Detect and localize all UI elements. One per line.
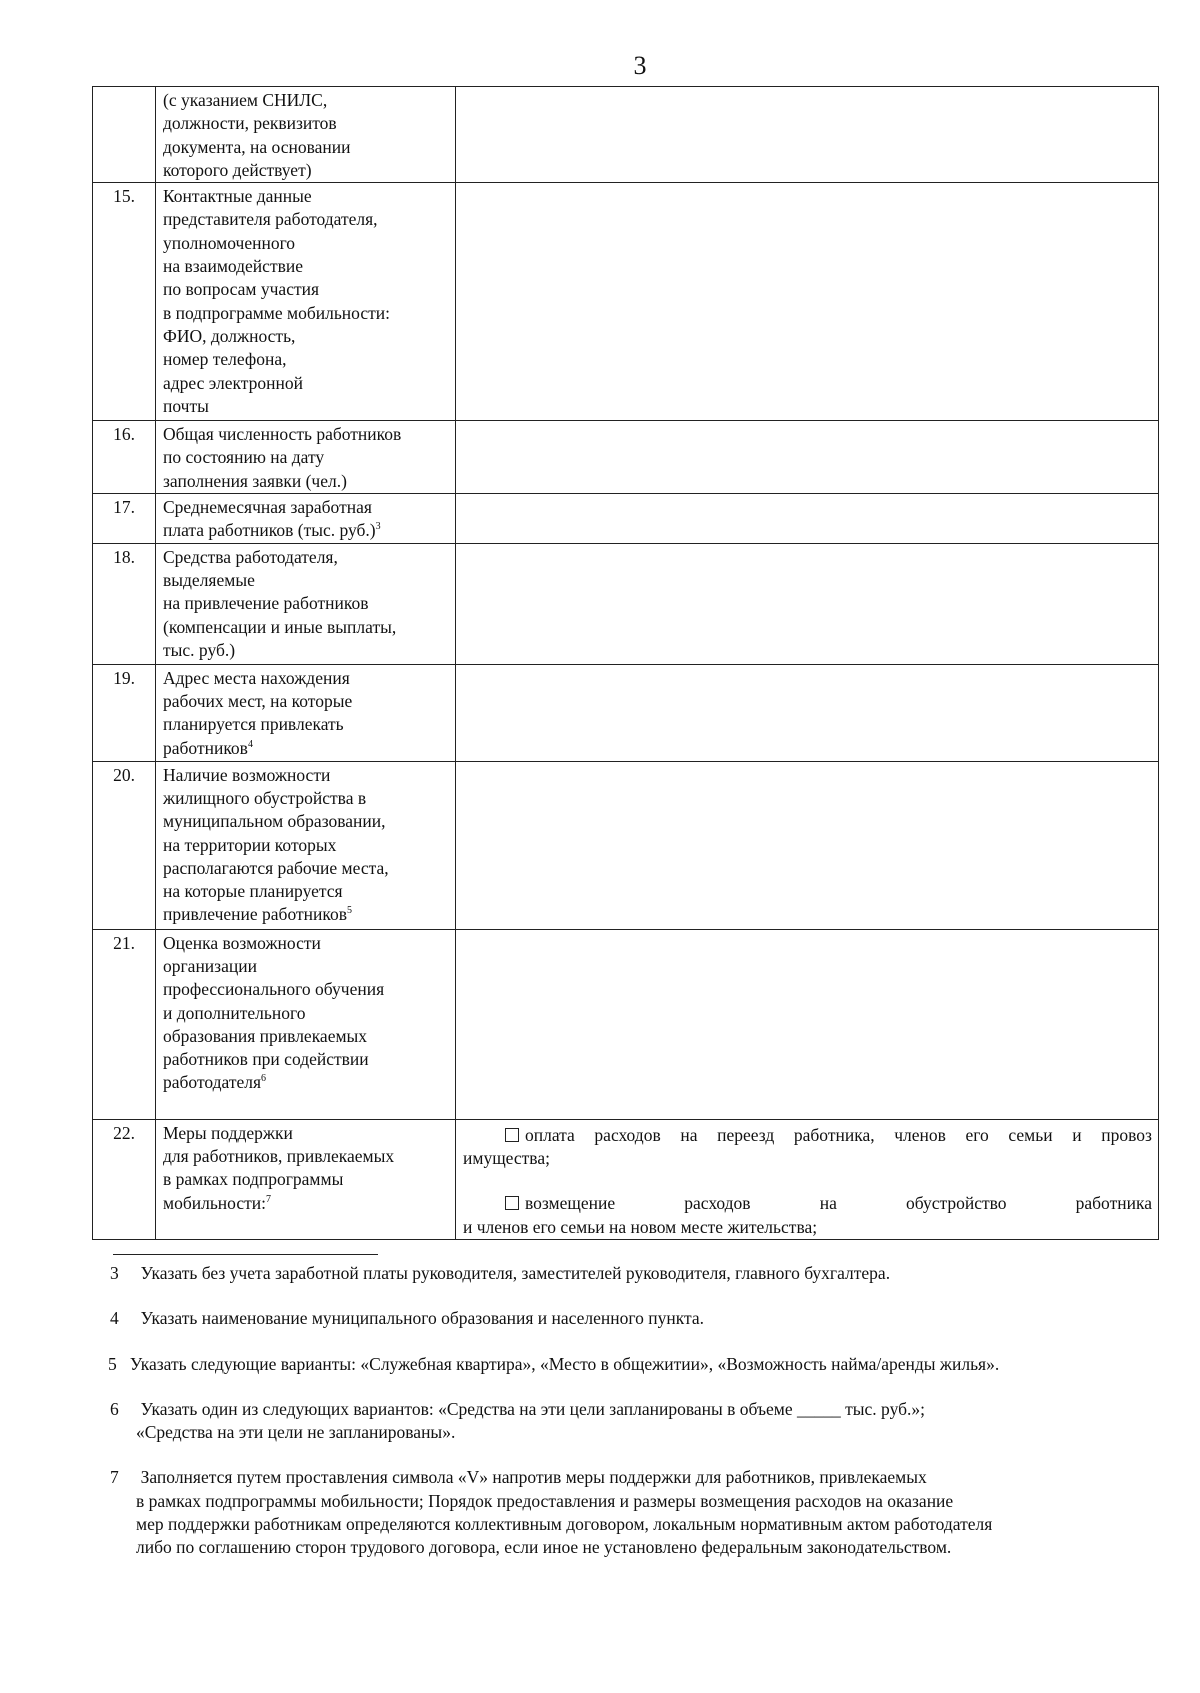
- label-line: располагаются рабочие места,: [163, 857, 389, 878]
- footnote-number: 4: [110, 1308, 119, 1329]
- label-line: образования привлекаемых: [163, 1025, 368, 1046]
- row-label: [156, 543, 456, 664]
- row-number: 20.: [93, 761, 156, 929]
- option-word: членов: [894, 1124, 946, 1145]
- page-number: 3: [633, 51, 647, 80]
- footnote-number: 5: [108, 1353, 117, 1374]
- checkbox[interactable]: [505, 1196, 519, 1210]
- table-row: [93, 421, 1159, 494]
- label-line: на привлечение работников: [163, 593, 369, 614]
- footnote-line: «Средства на эти цели не запланированы».: [136, 1422, 456, 1443]
- label-line: на взаимодействие: [163, 256, 303, 277]
- label-line: выделяемые: [163, 569, 255, 590]
- footnote: [110, 1466, 1170, 1559]
- row-value-field[interactable]: [456, 761, 1159, 929]
- footnote: [110, 1307, 1170, 1330]
- row-number: 22.: [93, 1119, 156, 1239]
- row-value-field[interactable]: [456, 543, 1159, 664]
- label-line: в рамках подпрограммы: [163, 1169, 344, 1190]
- footnote-line: 4 Указать наименование муниципального образования и населенного пункта.: [110, 1307, 1170, 1330]
- footnote-line: 7 Заполняется путем проставления символа «V» напротив меры поддержки для работников, привлекаемых: [110, 1466, 1170, 1489]
- label-line: документа, на основании: [163, 136, 351, 157]
- row-number: 16.: [93, 421, 156, 494]
- label-line: должности, реквизитов: [163, 113, 337, 134]
- footnote-line: в рамках подпрограммы мобильности; Порядок предоставления и размеры возмещения расходов на оказание: [136, 1490, 954, 1511]
- option-word: работника,: [793, 1124, 875, 1145]
- footnote: [110, 1262, 1170, 1285]
- label-line: в подпрограмме мобильности:: [163, 302, 391, 323]
- footnote-number: 3: [110, 1263, 119, 1283]
- option-word: переезд: [717, 1124, 775, 1145]
- footnote-number: 6: [110, 1398, 119, 1419]
- footnotes: [110, 1262, 1170, 1582]
- spacer: [463, 1170, 1152, 1192]
- row-label: [156, 761, 456, 929]
- label-line: плата работников (тыс. руб.)$^3$: [163, 520, 381, 541]
- label-line: которого действует): [163, 159, 312, 180]
- row-value-field[interactable]: [456, 183, 1159, 421]
- label-line: привлечение работников$^5$: [163, 904, 352, 925]
- label-line: Адрес места нахождения: [163, 667, 350, 688]
- label-line: на которые планируется: [163, 881, 343, 902]
- footnote-number: 7: [110, 1467, 119, 1488]
- row-label: [156, 421, 456, 494]
- row-label: [156, 929, 456, 1119]
- label-line: (компенсации и иные выплаты,: [163, 616, 397, 637]
- label-line: работодателя$^6$: [163, 1072, 267, 1093]
- label-line: планируется привлекать: [163, 714, 344, 735]
- checkbox[interactable]: [505, 1128, 519, 1142]
- label-line: Меры поддержки: [163, 1122, 293, 1143]
- row-value-field[interactable]: [456, 929, 1159, 1119]
- application-form-table: [92, 86, 1159, 1240]
- table-row: [93, 761, 1159, 929]
- label-line: мобильности:$^7$: [163, 1192, 272, 1213]
- footnote-ref: 6: [261, 1073, 267, 1085]
- row-label: [156, 1119, 456, 1239]
- row-label: [156, 87, 456, 183]
- label-line: на территории которых: [163, 834, 337, 855]
- option-word: оплата: [463, 1124, 575, 1147]
- footnote-line: 3 Указать без учета заработной платы руководителя, заместителей руководителя, главного бухгалтера.: [110, 1262, 1170, 1285]
- footnote: [110, 1398, 1170, 1445]
- table-row: [93, 494, 1159, 544]
- row-number: 15.: [93, 183, 156, 421]
- label-line: ФИО, должность,: [163, 325, 296, 346]
- label-line: и дополнительного: [163, 1002, 306, 1023]
- footnote-line: либо по соглашению сторон трудового договора, если иное не установлено федеральным законодательством.: [136, 1537, 952, 1558]
- label-line: представителя работодателя,: [163, 209, 378, 230]
- table-row: [93, 929, 1159, 1119]
- footnote-ref: 4: [247, 738, 253, 750]
- row-number: 17.: [93, 494, 156, 544]
- support-measures-field: [456, 1119, 1159, 1239]
- footnote: [110, 1353, 1170, 1376]
- table-row: [93, 183, 1159, 421]
- table-row: [93, 87, 1159, 183]
- option-word: обустройство: [905, 1193, 1007, 1214]
- label-line: Наличие возможности: [163, 764, 331, 785]
- row-value-field[interactable]: [456, 421, 1159, 494]
- option-word: семьи: [1008, 1124, 1053, 1145]
- option-word: работника: [1075, 1193, 1152, 1214]
- label-line: заполнения заявки (чел.): [163, 470, 347, 491]
- option-word: расходов: [684, 1193, 751, 1214]
- option-word: провоз: [1101, 1124, 1152, 1145]
- option-word: возмещение: [463, 1192, 615, 1215]
- label-line: организации: [163, 955, 257, 976]
- label-line: по состоянию на дату: [163, 447, 325, 468]
- row-number: 19.: [93, 664, 156, 761]
- label-line: Контактные данные: [163, 186, 312, 207]
- label-line: уполномоченного: [163, 232, 296, 253]
- footnote-ref: 7: [266, 1193, 272, 1205]
- label-line: (с указанием СНИЛС,: [163, 90, 328, 110]
- label-line: рабочих мест, на которые: [163, 690, 353, 711]
- label-line: Средства работодателя,: [163, 546, 338, 567]
- label-line: для работников, привлекаемых: [163, 1145, 395, 1166]
- option-word: на: [680, 1124, 698, 1145]
- label-line: Оценка возможности: [163, 932, 321, 953]
- option-word: и: [1072, 1124, 1082, 1145]
- label-line: по вопросам участия: [163, 279, 320, 300]
- row-number: 21.: [93, 929, 156, 1119]
- option-word: расходов: [594, 1124, 661, 1145]
- option-word: его: [965, 1124, 989, 1145]
- label-line: тыс. руб.): [163, 639, 236, 660]
- label-line: работников$^4$: [163, 737, 253, 758]
- option-word: на: [819, 1193, 837, 1214]
- footnote-ref: 5: [346, 905, 352, 917]
- label-line: работников при содействии: [163, 1049, 369, 1070]
- footnote-line: 6 Указать один из следующих вариантов: «Средства на эти цели запланированы в объеме _____ тыс. руб.»;: [110, 1398, 1170, 1421]
- label-line: жилищного обустройства в: [163, 787, 367, 808]
- label-line: почты: [163, 395, 209, 416]
- table-row: [93, 664, 1159, 761]
- row-label: [156, 664, 456, 761]
- row-value-field[interactable]: [456, 87, 1159, 183]
- label-line: профессионального обучения: [163, 979, 385, 1000]
- row-label: [156, 183, 456, 421]
- row-number: [93, 87, 156, 183]
- label-line: Среднемесячная заработная: [163, 497, 372, 518]
- label-line: адрес электронной: [163, 372, 303, 393]
- label-line: муниципальном образовании,: [163, 811, 386, 832]
- row-number: 18.: [93, 543, 156, 664]
- label-line: Общая численность работников: [163, 424, 402, 445]
- row-label: [156, 494, 456, 544]
- row-value-field[interactable]: [456, 494, 1159, 544]
- option-settlement-costs: [463, 1192, 1152, 1215]
- footnote-line: 5 Указать следующие варианты: «Служебная квартира», «Место в общежитии», «Возможность найма/аренды жилья».: [108, 1353, 1170, 1376]
- option-continuation: и членов его семьи на новом месте жительства;: [463, 1216, 818, 1237]
- option-continuation: имущества;: [463, 1147, 550, 1168]
- footnote-separator: [113, 1254, 378, 1255]
- table-row: [93, 543, 1159, 664]
- table-row: [93, 1119, 1159, 1239]
- row-value-field[interactable]: [456, 664, 1159, 761]
- footnote-ref: 3: [375, 521, 381, 533]
- footnote-line: мер поддержки работникам определяются коллективным договором, локальным нормативным актом работодателя: [136, 1514, 993, 1535]
- label-line: номер телефона,: [163, 349, 287, 370]
- option-relocation-costs: [463, 1124, 1152, 1147]
